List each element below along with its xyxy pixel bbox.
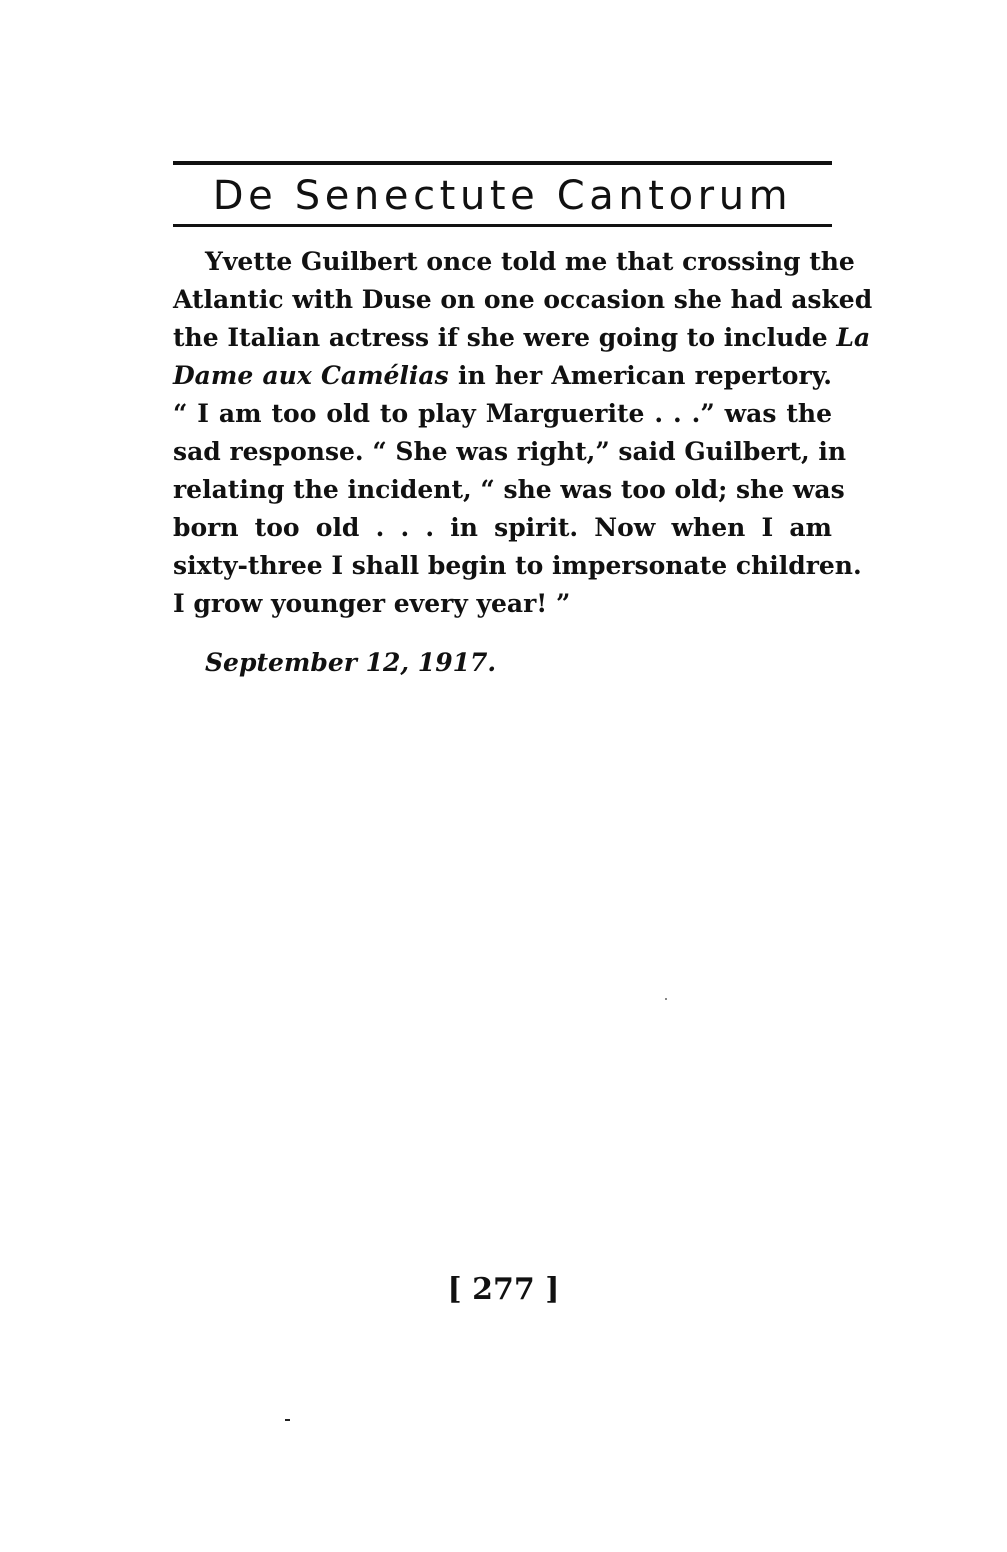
body-line: relating the incident, “ she was too old; she was: [173, 475, 845, 504]
body-line: [173, 357, 832, 395]
body-line: sixty-three I shall begin to impersonate children.: [173, 551, 862, 580]
body-line: Atlantic with Duse on one occasion she had asked: [173, 285, 873, 314]
body-paragraph: [173, 243, 873, 623]
header-rule-bottom: [173, 224, 832, 227]
italic-title: Dame aux Camélias: [173, 361, 449, 390]
page-number: [ 277 ]: [447, 1272, 560, 1307]
body-line: “ I am too old to play Marguerite . . .” was the: [173, 399, 832, 428]
running-header: De Senectute Cantorum: [212, 173, 793, 219]
body-line-text: the Italian actress if she were going to include: [173, 323, 828, 352]
scan-speck: [285, 1419, 290, 1421]
body-line: I grow younger every year! ”: [173, 589, 571, 618]
dateline: September 12, 1917.: [205, 648, 497, 677]
italic-title-start: La: [836, 323, 871, 352]
body-line: [173, 319, 871, 357]
body-line: born too old . . . in spirit. Now when I am: [173, 513, 832, 542]
body-line: Yvette Guilbert once told me that crossing the: [205, 247, 855, 276]
body-line-text: in her American repertory.: [457, 361, 832, 390]
body-line: sad response. “ She was right,” said Guilbert, in: [173, 437, 847, 466]
scan-speck: [665, 998, 667, 1000]
header-rule-top: [173, 161, 832, 165]
